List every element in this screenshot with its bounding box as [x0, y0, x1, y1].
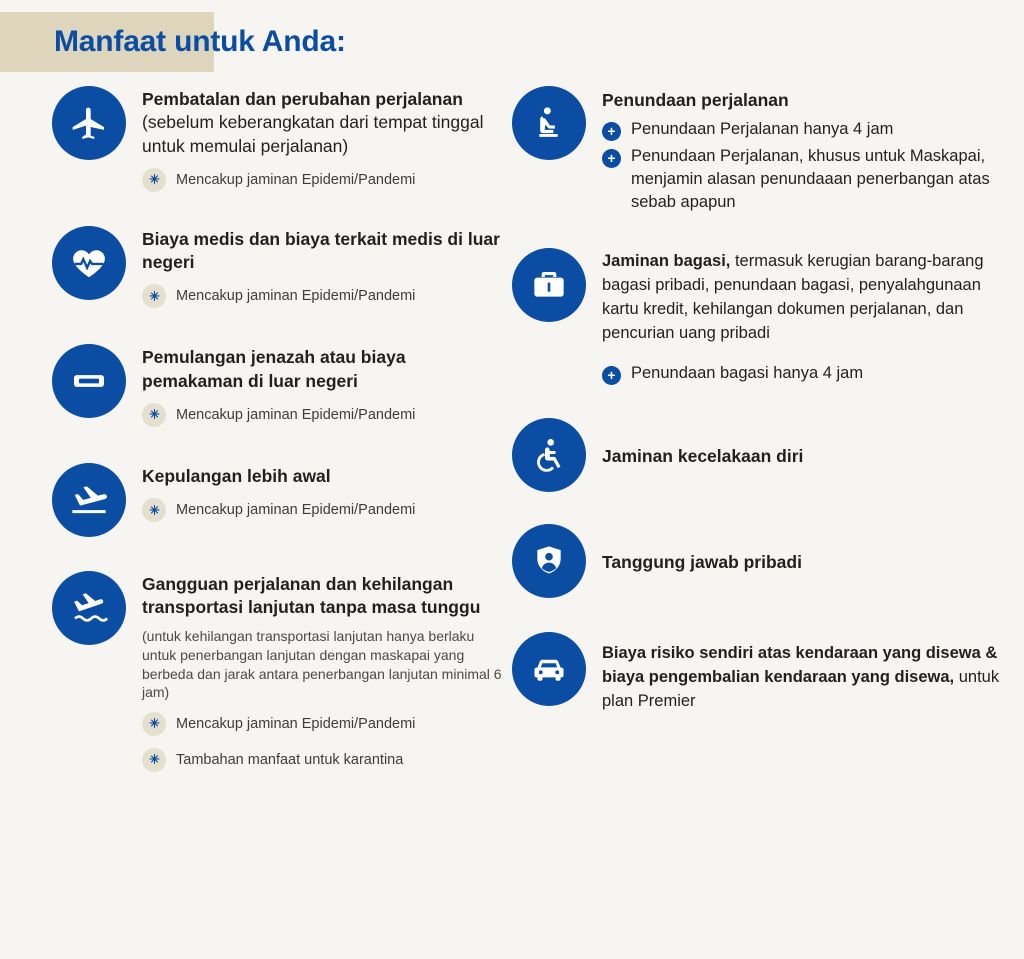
epidemic-label: Mencakup jaminan Epidemi/Pandemi — [176, 171, 416, 188]
list-item-text: Penundaan Perjalanan, khusus untuk Maskapai, menjamin alasan penundaaan penerbangan atas sebab apapun — [631, 146, 990, 212]
asterisk-icon — [142, 284, 166, 308]
benefit-title-regular: (sebelum keberangkatan dari tempat tinggal untuk memulai perjalanan) — [142, 112, 484, 156]
benefit-disruption — [52, 571, 502, 772]
benefit-cancellation — [52, 86, 502, 192]
benefit-title-bold: Biaya medis dan biaya terkait medis di luar negeri — [142, 228, 500, 273]
benefit-title: Jaminan kecelakaan diri — [602, 445, 804, 466]
right-column — [512, 86, 1012, 714]
bullet-list — [602, 118, 1012, 215]
benefit-title-regular: untuk plan Premier — [602, 667, 1000, 710]
benefit-title-regular: termasuk kerugian barang-barang bagasi pribadi, penundaan bagasi, penyalahgunaan kartu kredit, kehilangan dokumen perjalanan, dan pencurian uang pribadi — [602, 251, 984, 342]
asterisk-icon — [142, 712, 166, 736]
benefit-personal-liability — [512, 524, 1012, 598]
seated-traveler-icon — [512, 86, 586, 160]
list-item — [602, 118, 1012, 141]
quarantine-label: Tambahan manfaat untuk karantina — [176, 751, 404, 768]
plus-icon: + — [602, 122, 621, 141]
benefit-title-bold: Kepulangan lebih awal — [142, 465, 331, 486]
asterisk-icon — [142, 498, 166, 522]
epidemic-note — [142, 403, 502, 427]
benefit-note: (untuk kehilangan transportasi lanjutan hanya berlaku untuk penerbangan lanjutan dengan maskapai yang berbeda dan jarak antara penerbangan lanjutan minimal 6 jam) — [142, 628, 502, 701]
heart-pulse-icon — [52, 226, 126, 300]
benefit-title — [142, 346, 502, 393]
epidemic-label: Mencakup jaminan Epidemi/Pandemi — [176, 502, 416, 519]
coffin-icon — [52, 344, 126, 418]
benefit-title-bold: Biaya risiko sendiri atas kendaraan yang disewa & biaya pengembalian kendaraan yang disewa, — [602, 643, 998, 686]
plane-disruption-icon — [52, 571, 126, 645]
plane-landing-icon — [52, 463, 126, 537]
page-title: Manfaat untuk Anda: — [54, 25, 346, 58]
benefit-repatriation — [52, 344, 502, 427]
left-column — [52, 86, 502, 772]
benefit-early-return — [52, 463, 502, 537]
epidemic-note — [142, 284, 502, 308]
benefit-title-bold: Jaminan bagasi, — [602, 251, 731, 270]
benefit-title — [142, 228, 502, 275]
epidemic-note — [142, 498, 502, 522]
asterisk-icon — [142, 168, 166, 192]
benefit-title: Tanggung jawab pribadi — [602, 551, 802, 572]
list-item-text: Penundaan bagasi hanya 4 jam — [631, 363, 864, 382]
benefit-title-bold: Pembatalan dan perubahan perjalanan — [142, 89, 463, 109]
epidemic-note — [142, 712, 502, 736]
benefit-title — [142, 88, 502, 158]
benefit-title — [142, 465, 502, 488]
benefit-title — [602, 250, 1012, 346]
bullet-list — [602, 362, 1012, 385]
list-item-text: Penundaan Perjalanan hanya 4 jam — [631, 120, 894, 139]
benefit-title — [602, 642, 1012, 714]
epidemic-label: Mencakup jaminan Epidemi/Pandemi — [176, 288, 416, 305]
benefit-title-bold: Gangguan perjalanan dan kehilangan transportasi lanjutan tanpa masa tunggu — [142, 573, 481, 618]
quarantine-note — [142, 748, 502, 772]
benefit-title-bold: Pemulangan jenazah atau biaya pemakaman di luar negeri — [142, 347, 406, 391]
page-heading — [0, 12, 346, 72]
person-shield-icon — [512, 524, 586, 598]
asterisk-icon — [142, 748, 166, 772]
briefcase-icon — [512, 248, 586, 322]
plus-icon: + — [602, 366, 621, 385]
benefit-personal-accident — [512, 418, 1012, 492]
asterisk-icon — [142, 403, 166, 427]
car-icon — [512, 632, 586, 706]
list-item — [602, 362, 1012, 385]
epidemic-note — [142, 168, 502, 192]
list-item — [602, 145, 1012, 215]
wheelchair-icon — [512, 418, 586, 492]
benefit-travel-delay — [512, 86, 1012, 218]
airplane-icon — [52, 86, 126, 160]
epidemic-label: Mencakup jaminan Epidemi/Pandemi — [176, 406, 416, 423]
benefit-medical — [52, 226, 502, 309]
benefit-baggage — [512, 248, 1012, 388]
epidemic-label: Mencakup jaminan Epidemi/Pandemi — [176, 715, 416, 732]
benefit-title: Penundaan perjalanan — [602, 90, 789, 110]
benefit-title — [142, 573, 502, 620]
plus-icon: + — [602, 149, 621, 168]
benefit-rental-car — [512, 632, 1012, 714]
